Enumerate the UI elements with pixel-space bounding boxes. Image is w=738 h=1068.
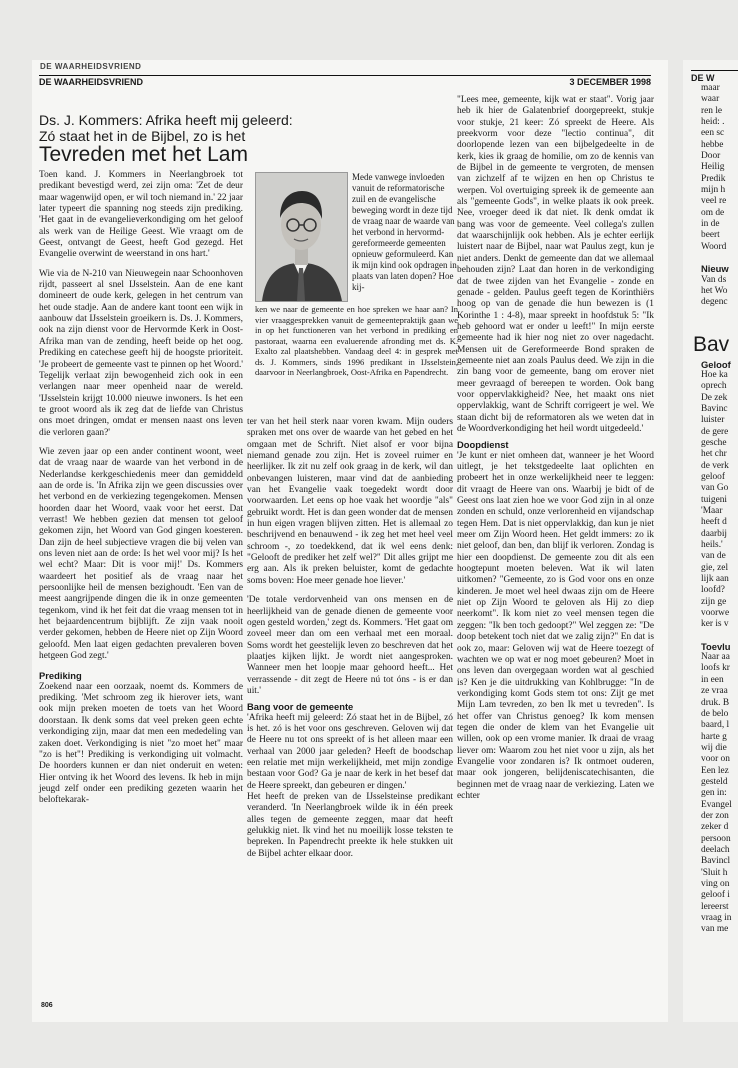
adjacent-text-line: Predik xyxy=(701,173,726,184)
adjacent-text-line: om de xyxy=(701,207,725,218)
adjacent-text-line: een sc xyxy=(701,128,725,139)
adjacent-subheading: Geloof xyxy=(701,358,731,370)
adjacent-text-line: mijn h xyxy=(701,185,726,196)
adjacent-text-line: heid: . xyxy=(701,117,725,128)
portrait-photo xyxy=(255,172,348,302)
adjacent-title: Bav xyxy=(693,332,730,356)
adjacent-text-line: lijk aan xyxy=(701,574,729,585)
adjacent-header: DE W xyxy=(691,70,738,83)
adjacent-text-line: Woord xyxy=(701,241,727,252)
photo-caption-bottom: ken we naar de gemeente en hoe spreken we haar aan? In vier vraaggesprekken vanuit de gemeentepraktijk gaan we in op het functioneren van het verbond in prediking en pastoraat, waarna een evaluerende afronding met ds. K. Exalto zal plaatshebben. Vandaag deel 4: in gesprek met ds. J. Kommers, sinds 1996 predikant in IJsselstein, daarvoor in Neerlangbroek, Oost-Afrika en Papendrecht. xyxy=(255,304,458,377)
adjacent-text-line: ren le xyxy=(701,105,723,116)
adjacent-text-line: wij die xyxy=(701,742,727,753)
adjacent-text-line: van de xyxy=(701,551,726,562)
adjacent-text-line: geloof i xyxy=(701,890,730,901)
paragraph: Wie via de N-210 van Nieuwegein naar Schoonhoven rijdt, passeert al snel IJsselstein. Aan de ene kant domineert de oude kerk, gelegen in het centrum van het oude stadje. Aan de andere kant toont een wijk in aanbouw dat IJsselstein groeikern is. Ds. J. Kommers, ook na zijn dienst voor de Hervormde Kerk in Oost-Afrika man van de zending, heeft beide op het oog. Prediking en catechese geeft hij de hoogste prioriteit. 'Je probeert de gemeente vast te pinnen op het Woord.' Tegelijk verlaat zijn bewogenheid zich ook in een verlangen naar meer openheid naar de wereld. 'IJsselstein krijgt 10.000 nieuwe inwoners. Is het een te groot woord als ik zeg dat de liefde van Christus ons moet dringen, omdat er mensen naast ons leven die verloren gaan?' xyxy=(39,268,243,438)
adjacent-heading: Nieuw xyxy=(701,263,729,275)
paragraph: ter van het heil sterk naar voren kwam. Mijn ouders spraken met ons over de waarde van het gebed en het omgaan met de Schrift. Niet alsof er voor bijna niemand genade zou zijn. Het is zoveel ruimer en heerlijker. Ik zit nu zelf ook graag in de kerk, wil dan onbevangen luisteren, maar vind dat de aanbieding van het Evangelie vaak toegedekt wordt door voorwaarden. Let eens op hoe vaak het woordje "als" gebruikt wordt. Het is dan geen wonder dat de mensen in hun eigen vragen blijven zitten. Het is allemaal zo beschrijvend en benauwend - ik zeg het met heel veel schroom -, zo toedekkend, dat ik wel eens denk: "Gelooft de prediker het zelf wel?" Dit alles grijpt me erg aan. Als ik preken beluister, komt de gedachte soms boven: Hoe meer genade hoe liever.' xyxy=(247,417,453,586)
adjacent-text-line: luister xyxy=(701,415,725,426)
kicker-line-2: Zó staat het in de Bijbel, zo is het xyxy=(39,128,246,144)
adjacent-text-line: druk. B xyxy=(701,697,730,708)
adjacent-text-line: tuigeni xyxy=(701,494,728,505)
adjacent-text-line: zijn ge xyxy=(701,596,727,607)
adjacent-text-line: geloof xyxy=(701,471,725,482)
adjacent-text-line: in de xyxy=(701,219,720,230)
paragraph: 'Je kunt er niet omheen dat, wanneer je het Woord uitlegt, je het tekstgedeelte laat oplichten en probeert het in onze werkelijkheid neer te leggen: dit vraagt de Heere van ons. Waarbij je bidt of de Geest ons laat zien hoe we voor God zijn in al onze zonden en schuld, onze verlorenheid en vijandschap tegen Hem. Dat is niet oppervlakkig, dan kun je niet meer om Zijn Woord heen. Het geldt immers: zo ik niet geloof, dan ben, dan blijf ik verloren. Zondag is hier een doopdienst. De gemeente zou dit als een hoogtepunt moeten beleven. Wat ik wil laten uitkomen? "Gemeente, zo is God voor ons en onze kinderen. Je moet wel heel dwaas zijn om de Heere niet op Zijn Woord te geloven als Hij zo diep neerkomt". Ik kom niet zo veel mensen tegen die zeggen: "Ik ben toch gedoopt?" Wel zeggen ze: "De doop betekent toch niet dat we zalig zijn?" En dat is ook zo, maar: Geloven wij wat de Heere toezegt of wachten we op wat er nog moet gebeuren? Moet in ons leven dan overgegaan worden wat al geschied is? Ken je die uitdrukking van Kohlbrugge: "In de verkondiging komt Gods stem tot ons: Zijt ge met Mijn Lam tevreden, zo ben Ik met u tevreden". Is het offer van Christus genoeg? Ik kom mensen tegen die onder de klem van het Evangelie uit willen, ook op een vrome manier. Ik draai de vraag liever om: Waarom zou het niet voor u zijn, als het Evangelie voor zondaren is? Ik ontmoet ouderen, maar ook jongeren, belijdeniscatechisanten, die beginnen met de vraag naar de verkiezing. Laten we echter xyxy=(457,450,654,801)
adjacent-text-line: loofd? xyxy=(701,585,725,596)
adjacent-text-line: heils.' xyxy=(701,540,723,551)
adjacent-text-line: De zek xyxy=(701,392,728,403)
adjacent-text-line: daarbij xyxy=(701,528,728,539)
adjacent-text-line: van Go xyxy=(701,483,729,494)
adjacent-subheading: Toevlu xyxy=(701,640,731,652)
adjacent-text-line: in een xyxy=(701,674,724,685)
adjacent-text-line: ze vraa xyxy=(701,686,728,697)
adjacent-text-line: lereerst xyxy=(701,901,729,912)
adjacent-text-line: voorwe xyxy=(701,608,730,619)
adjacent-lines-d xyxy=(683,652,738,936)
adjacent-text-line: beert xyxy=(701,230,720,241)
adjacent-text-line: 'Maar xyxy=(701,506,723,516)
adjacent-text-line: gesteld xyxy=(701,776,728,787)
adjacent-text-line: gesche xyxy=(701,437,727,448)
adjacent-text-line: Naar aa xyxy=(701,652,730,663)
paragraph: 'Afrika heeft mij geleerd: Zó staat het in de Bijbel, zó is het. zó is het voor ons geschreven. Geloven wij dat de Heere nu tot ons spreekt of is het alleen maar een verhaal van 2000 jaar geleden? Heeft de boodschap een relatie met mijn werkelijkheid, met mijn zondige bestaan voor God? Ga je naar de kerk in het besef dat de Heere spreekt, dan gebeuren er dingen.' xyxy=(247,712,453,791)
adjacent-text-line: waar xyxy=(701,94,720,105)
adjacent-text-line: loofs kr xyxy=(701,663,730,674)
adjacent-text-line: ving on xyxy=(701,879,730,889)
adjacent-text-line: harte g xyxy=(701,731,727,742)
subheading-prediking: Prediking xyxy=(39,670,82,682)
header-publication: DE WAARHEIDSVRIEND xyxy=(39,77,144,87)
adjacent-text-line: het chr xyxy=(701,449,727,460)
page-number: 806 xyxy=(41,1002,53,1009)
adjacent-text-line: 'Sluit h xyxy=(701,867,728,878)
adjacent-text-line: baard, l xyxy=(701,720,730,731)
paragraph: Zoekend naar een oorzaak, noemt ds. Kommers de prediking. 'Met schroom zeg ik hierover iets, want ook mijn preken moeten de toets van het Woord doorstaan. Ik denk soms dat veel preken geen echte verkondiging zijn, maar dat men een mededeling van zaken doet. Verkondiging is niet "zo moet het" maar "zo is het"! Prediking is verkondiging uit volmacht. De hoorders kunnen er dan niet onderuit en weten: Hier ontving ik het Woord des levens. Ik heb in mijn jeugd zelf onder een prediking gezeten waarin het beloftekarak- xyxy=(39,681,243,806)
adjacent-text-line: oprech xyxy=(701,381,727,392)
adjacent-text-line: degenc xyxy=(701,297,728,308)
adjacent-text-line: Bavinc xyxy=(701,403,728,414)
paragraph: 'De totale verdorvenheid van ons mensen en de heerlijkheid van de genade dienen de gemeente voor ogen gesteld worden,' zegt ds. Kommers. 'Het gaat om zoveel meer dan om een verhaal met een moraal. Soms wordt het geestelijk leven zo beschreven dat het plaatjes kijken lijkt. Je wordt niet aangesproken. Wanneer men het loopje maar gehoord heeft... Het verrassende - dit zegt de Heere nú tot óns - is er dan uit.' xyxy=(247,595,453,696)
article-column-3 xyxy=(457,95,654,802)
adjacent-text-line: Door xyxy=(701,151,721,162)
paragraph: Toen kand. J. Kommers in Neerlangbroek tot predikant bevestigd werd, zei zijn oma: 'Zet de deur maar wagenwijd open, er wil toch niemand in.' 22 jaar later typeert die spanning nog steeds zijn prediking. 'Het gaat in de evangelieverkondiging om het geloof als werk van de Heilige Geest. Wie vraagt om de Geest, ontvangt de Geest, heeft God gezegd. Het Evangelie overwint de weerstand in ons hart.' xyxy=(39,170,243,260)
kicker-line-1: Ds. J. Kommers: Afrika heeft mij geleerd: xyxy=(39,112,293,128)
adjacent-lines-c xyxy=(683,370,738,631)
article-title: Tevreden met het Lam xyxy=(39,143,248,166)
header-date: 3 DECEMBER 1998 xyxy=(569,77,651,87)
adjacent-text-line: vraag in xyxy=(701,913,732,924)
adjacent-text-line: Van ds xyxy=(701,274,727,285)
adjacent-text-line: gen in: xyxy=(701,788,727,799)
adjacent-text-line: gie, zel xyxy=(701,562,729,573)
adjacent-lines-b xyxy=(683,275,738,309)
photo-caption-side: Mede vanwege invloeden vanuit de reformatorische zuil en de evangelische beweging wordt in deze tijd de vraag naar de waarde van het verbond in hervormd-gereformeerde gemeenten opnieuw geformuleerd. Kan ik mijn kind ook opdragen in plaats van laten dopen? Hoe kij- xyxy=(352,172,457,292)
subheading-doopdienst: Doopdienst xyxy=(457,439,509,451)
adjacent-text-line: Hoe ka xyxy=(701,369,728,380)
paragraph: "Lees mee, gemeente, kijk wat er staat". Vorig jaar heb ik hier de Galatenbrief doorgepreekt, stukje voor stukje, 21 keer: Zó spreekt de Heere. Als preekvorm voor deze "lectio continua", dit doorlopende lezen van een bijbelgedeelte in de kerk, kies ik graag de homilie, om zo de kennis van de Bijbel in de gemeente te vergroten, de mensen van zichzelf af te wijzen en hen op Christus te werpen. Vol overtuiging spreek ik de gemeente aan als "gemeente Gods", in welke plaats ik ook preek. Nee, vroeger deed ik dat niet. Ik denk omdat ik bang was voor de gemeente. Veel collega's zullen dat waarschijnlijk ook hebben. Als je echter eerlijk luistert naar de Bijbel, naar wat Paulus zegt, kun je niet anders. Denkt de gemeente dan dat we allemaal behouden zijn? Laat dan horen in de verkondiging dat de twee zijden van het Evangelie - zonde en genade - gelden. Paulus geeft tegen de Korinthiërs hoog op van de genade die hun bewezen is (1 Korinthe 1 : 4-8), maar spreekt in hoofdstuk 5: "Ik heb gehoord wat er onder u leeft!" In mijn eerste gemeente had ik hier nog niet zo over nagedacht. Mensen uit de Gereformeerde Bond spraken de gemeente niet aan zoals Paulus deed. We zijn in die zin bang voor de gemeente, bang om erover niet meer gevraagd of bereepen te worden. Ook bang voor oppervlakkigheid? Nee, het maakt ons niet oppervlakkig, want de Schrift corrigeert je wel. We staan dicht bij de reformatoren als we weten dat in de Woordverkondiging het heil wordt uitgedeeld.' xyxy=(457,95,654,434)
adjacent-text-line: Een lez xyxy=(701,765,729,776)
adjacent-text-line: het Wo xyxy=(701,285,728,296)
article-kicker xyxy=(39,112,439,144)
adjacent-text-line: deelach xyxy=(701,844,730,855)
page-header xyxy=(39,75,651,87)
adjacent-text-line: van me xyxy=(701,924,729,935)
adjacent-text-line: maar xyxy=(701,83,720,93)
adjacent-text-line: veel re xyxy=(701,196,727,207)
adjacent-text-line: hebbe xyxy=(701,139,724,150)
adjacent-text-line: de belo xyxy=(701,708,729,719)
article-column-2 xyxy=(247,417,453,860)
adjacent-text-line: de gere xyxy=(701,426,729,437)
adjacent-text-line: Heilig xyxy=(701,162,725,173)
adjacent-text-line: Evangel xyxy=(701,799,732,810)
adjacent-text-line: der zon xyxy=(701,810,729,821)
adjacent-text-line: zeker d xyxy=(701,822,729,833)
adjacent-text-line: heeft d xyxy=(701,517,727,528)
subheading-bang: Bang voor de gemeente xyxy=(247,701,354,713)
adjacent-text-line: persoon xyxy=(701,833,731,844)
portrait-illustration xyxy=(256,173,347,301)
adjacent-text-line: Bavincl xyxy=(701,856,731,867)
adjacent-lines-a xyxy=(683,83,738,253)
paragraph: Het heeft de preken van de IJsselsteinse predikant veranderd. 'In Neerlangbroek wilde ik in één preek alles tegen de gemeente zeggen, maar dat heeft gelukkig niet. Ik vind het nu moeilijk losse teksten te bepreken. In Papendrecht preekte ik hele stukken uit de Bijbel achter elkaar door. xyxy=(247,792,453,859)
paragraph: Wie zeven jaar op een ander continent woont, weet dat de vraag naar de waarde van het verbond in de Nederlandse kerkgeschiedenis meer dan gemiddeld aan de orde is. 'In Afrika zijn we geen discussies over het verbond en de verkiezing tegengekomen. Mensen hoorden daar het Woord, vaak voor het eerst. Dat verrast! We hebben gezien dat mensen tot geloof gekomen zijn, het Woord van God gingen koesteren. Dan zijn de heel subjectieve vragen die bij velen van ons leven niet aan de orde: Is het wel voor mij? Is het wel echt? Maar: Dit is voor mij!' Ds. Kommers waardeert het positief als de vraag naar het persoonlijke heil de mensen bezighoudt. 'Een van de meest aangrijpende dingen die ik in onze gemeenten tegenkom, vind ik het feit dat die vraag mensen tot in het bejaardencentrum bijblijft. Ze zijn vaak nooit verder gekomen, hebben de Heere niet op Zijn Woord geloofd. Men laat eigen gedachten prevaleren boven hetgeen God zegt.' xyxy=(39,446,243,662)
masthead-cut: DE WAARHEIDSVRIEND xyxy=(40,62,142,71)
article-column-1 xyxy=(39,170,243,807)
adjacent-text-line: ker is v xyxy=(701,619,729,630)
adjacent-text-line: voor on xyxy=(701,754,730,765)
adjacent-page xyxy=(683,60,738,1022)
adjacent-text-line: de verk xyxy=(701,460,729,471)
